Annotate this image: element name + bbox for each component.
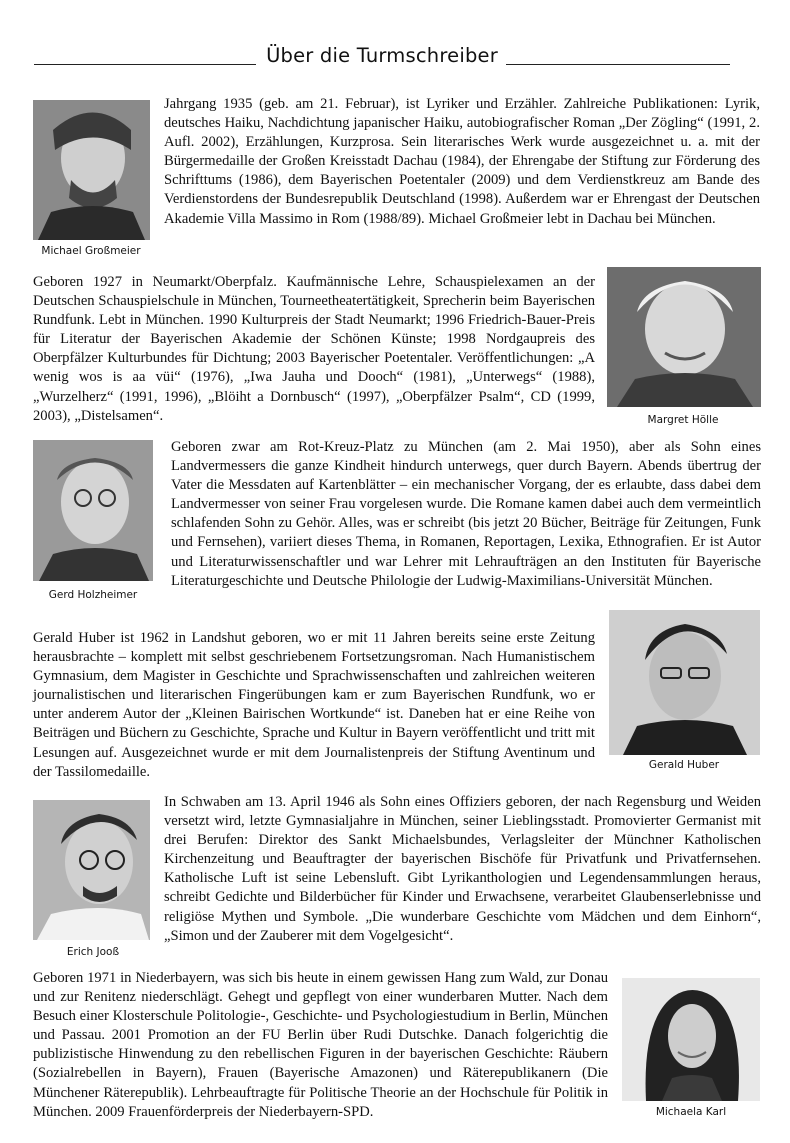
portrait-caption: Michael Großmeier	[41, 245, 141, 257]
bio-text: In Schwaben am 13. April 1946 als Sohn eines Offiziers geboren, der nach Regensburg und Weiden versetzt wird, letzte Gymnasialjahre in München, seiner Lieblingsstadt. Promovierter Germanist mit drei Berufen: Direktor des Sankt Michaelsbundes, Verlagsleiter der Münchner Katholischen Kirchenzeitung und Beauftragter der bayerischen Bischöfe für Privatfunk und Privatfernsehen. Katholische Luft ist seine Lebensluft. Gibt Lyrikanthologien und Legendensammlungen heraus, schreibt Gedichte und Bilderbücher für Kinder und Erwachsene, verarbeitet Glaubenserlebnisse und religiöse Mythen und Symbole. „Die wunderbare Geschichte vom Mädchen und dem Einhorn“, „Simon und der Zauberer mit dem Vogelgesicht“.	[164, 794, 761, 944]
portrait-photo-gerd-holzheimer	[33, 440, 153, 581]
bio-text: Jahrgang 1935 (geb. am 21. Februar), ist Lyriker und Erzähler. Zahlreiche Publikationen: Lyrik, deutsches Haiku, Nachdichtung japanischer Haiku, autobiografischer Roman „Der Zögling“ (1991, 2. Aufl. 2002), Erzählungen, Kurzprosa. Sein literarisches Werk wurde ausgezeichnet u. a. mit der Bürgermedaille der Großen Kreisstadt Dachau (1984), der Ehrengabe der Stiftung zur Förderung des Schrifttums (1986), dem Bayerischen Poetentaler (2009) und dem Verdienstkreuz am Bande des Verdienstordens der Bundesrepublik Deutschland (1998). Außerdem war er Ehrengast der Deutschen Akademie Villa Massimo in Rom (1988/89). Michael Großmeier lebt in Dachau bei München.	[164, 96, 760, 227]
bio-text: Gerald Huber ist 1962 in Landshut geboren, wo er mit 11 Jahren bereits seine erste Zeitung herausbrachte – komplett mit selbst geschriebenem Fortsetzungsroman. Nach Humanistischem Gymnasium, dem Magister in Geschichte und Sprachwissenschaften und zahlreichen weiteren journalistischen und literarischen Fingerübungen kam er zum Bayerischen Rundfunk, wo er unter anderem Autor der „Kleinen Bairischen Wortkunde“ ist. Daneben hat er eine Reihe von Beiträgen und Büchern zu Geschichte, Sprache und Kultur in Bayern veröffentlicht und tritt mit Lesungen auf. Ausgezeichnet wurde er mit dem Journalistenpreis der Stiftung Aventinum und der Tassilomedaille.	[33, 630, 595, 780]
header-rule-left	[34, 64, 256, 65]
portrait-caption: Michaela Karl	[655, 1106, 727, 1118]
page-title: Über die Turmschreiber	[266, 44, 498, 67]
portrait-caption: Margret Hölle	[647, 414, 719, 426]
portrait-photo-erich-jooss	[33, 800, 150, 940]
portrait-photo-michael-grossmeier	[33, 100, 150, 240]
bio-text: Geboren zwar am Rot-Kreuz-Platz zu München (am 2. Mai 1950), aber als Sohn eines Landvermessers die ganze Kindheit hindurch unterwegs, quer durch Bayern. Abends übertrug der Vater die Messdaten auf Kartenblätter – ein mechanischer Vorgang, der es erlaubte, dass dabei dem Landvermesser von seiner Frau vorgelesen wurde. Die Romane kamen dabei auch dem vermeintlich schlafenden Sohn zu Gehör. Alles, was er schreibt (bis jetzt 20 Bücher, Beiträge für Zeitungen, Funk und Fernsehen), variiert dieses Thema, in Romanen, Reportagen, Lexika, Ethnografien. Er ist Autor und Literaturwissenschaftler und war Lehrer mit Lehraufträgen an den Instituten für Bayerische Literaturgeschichte und Deutsche Philologie der Ludwig-Maximilians-Universität München.	[171, 439, 761, 589]
portrait-caption: Gerd Holzheimer	[48, 589, 138, 601]
portrait-photo-margret-hoelle	[607, 267, 761, 407]
portrait-caption: Gerald Huber	[648, 759, 720, 771]
header-rule-right	[506, 64, 730, 65]
portrait-photo-michaela-karl	[622, 978, 760, 1101]
bio-text: Geboren 1927 in Neumarkt/Oberpfalz. Kaufmännische Lehre, Schauspielexamen an der Deutschen Schauspielschule in München, Tourneetheatertätigkeit, Sprecherin beim Bayerischen Rundfunk. Lebt in München. 1990 Kulturpreis der Stadt Neumarkt; 1996 Friedrich-Bauer-Preis für Literatur der Bayerischen Akademie der Schönen Künste; 1998 Nordgaupreis des Oberpfälzer Kulturbundes für Dichtung; 2003 Bayerischer Poetentaler. Veröffentlichungen: „A wenig wos is aa vüi“ (1976), „Iwa Jauha und Dooch“ (1981), „Unterwegs“ (1988), „Wurzelherz“ (1991, 1996), „Blöiht a Dornbusch“ (1997), „Oberpfälzer Psalm“, CD (1999, 2003), „Distelsamen“.	[33, 274, 595, 424]
page-header	[30, 42, 730, 76]
portrait-caption: Erich Jooß	[66, 946, 120, 958]
portrait-photo-gerald-huber	[609, 610, 760, 755]
bio-text: Geboren 1971 in Niederbayern, was sich bis heute in einem gewissen Hang zum Wald, zur Donau und zur Renitenz niederschlägt. Gehegt und gepflegt von einer wunderbaren Mutter. Nach dem Besuch einer Klosterschule Politologie-, Geschichte- und Psychologiestudium in Berlin, München und Passau. 2001 Promotion an der FU Berlin über Rudi Dutschke. Danach folgerichtig die publizistische Hinwendung zu den rebellischen Figuren in der bayerischen Geschichte: Räubern (Sozialrebellen in Bayern), Frauen (Bayerische Amazonen) und Räterepublikanern (Die Münchener Räterepublik). Lehrbeauftragte für Politische Theorie an der Hochschule für Politik in München. 2009 Frauenförderpreis der Niederbayern-SPD.	[33, 970, 608, 1120]
